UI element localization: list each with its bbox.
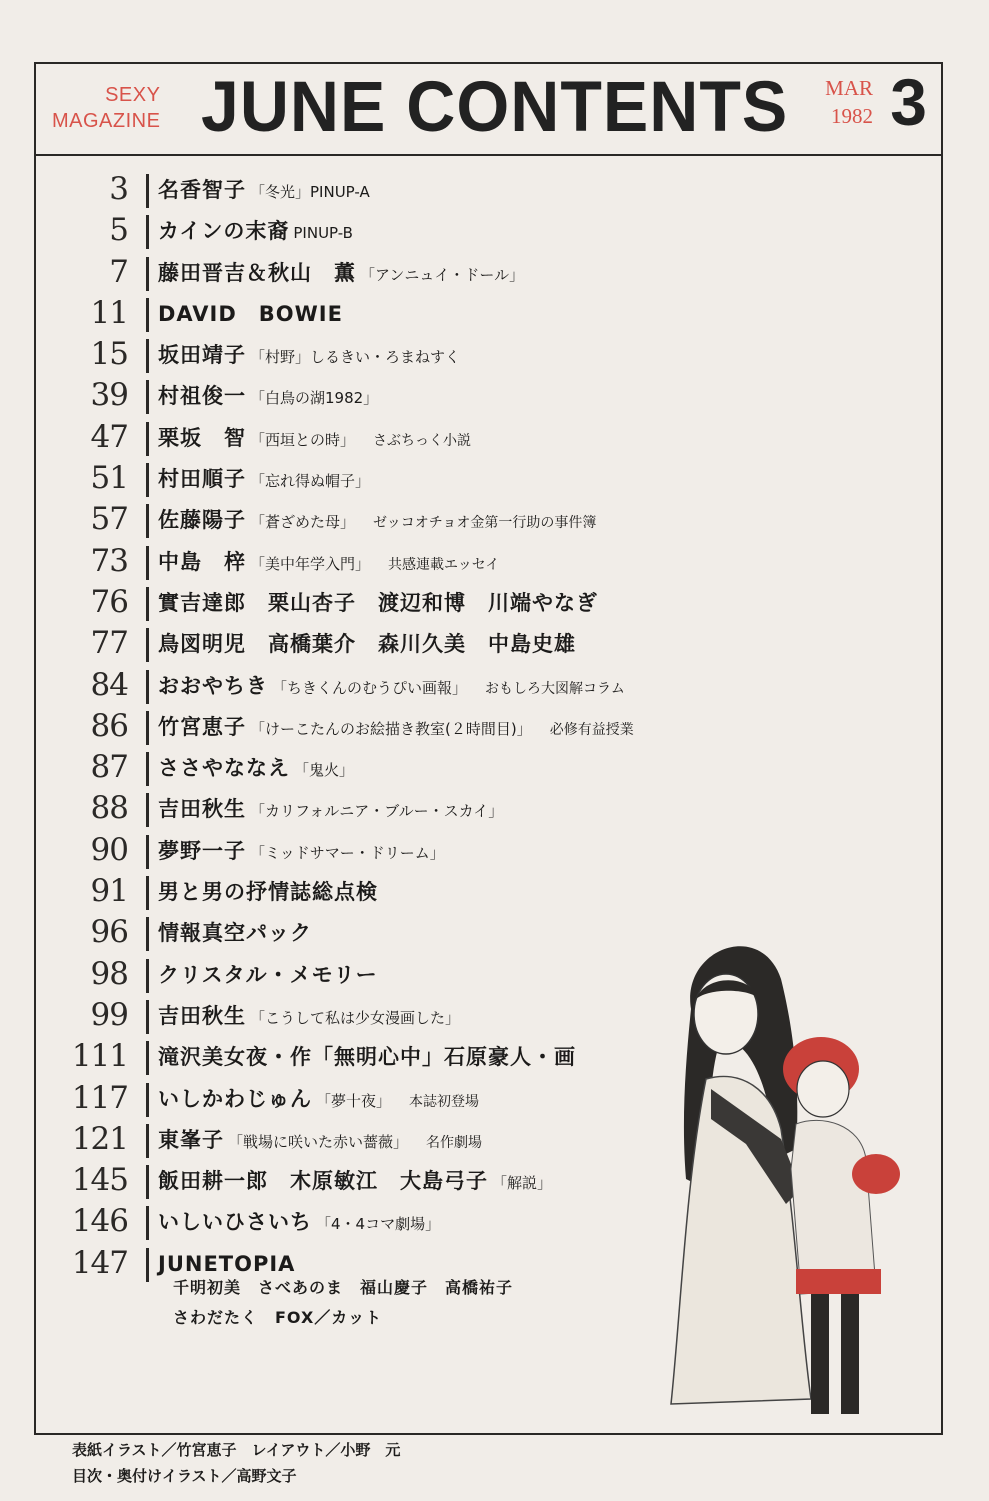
entry-name: おおやちき	[158, 673, 268, 698]
entry-title: 「冬光」PINUP-A	[250, 183, 370, 201]
entry-name: 中島 梓	[158, 549, 246, 574]
page-number: 90	[90, 831, 128, 868]
entry-text	[158, 1165, 570, 1200]
page-number: 51	[90, 460, 128, 497]
row-divider	[146, 546, 149, 580]
page-number: 39	[90, 377, 128, 414]
entry-text	[158, 298, 365, 333]
page-number: 77	[90, 625, 128, 662]
row-divider	[146, 587, 149, 621]
page-number: 57	[90, 501, 128, 538]
row-divider	[146, 1165, 149, 1199]
contents-row	[36, 459, 941, 500]
contents-row	[36, 624, 941, 665]
entry-name: クリスタル・メモリー	[158, 962, 378, 987]
row-divider	[146, 463, 149, 497]
page-number: 7	[109, 253, 128, 290]
entry-name: DAVID BOWIE	[158, 301, 343, 326]
entry-text	[158, 876, 400, 911]
row-divider	[146, 1248, 149, 1282]
entry-title: 「蒼ざめた母」	[250, 513, 356, 532]
entry-name: 佐藤陽子	[158, 508, 246, 533]
entry-title: 「解説」	[492, 1174, 553, 1193]
contents-row	[36, 418, 941, 459]
page-number: 73	[90, 542, 128, 579]
contents-row	[36, 666, 941, 707]
entry-text	[158, 835, 463, 870]
contents-row	[36, 253, 941, 294]
entry-note: 本誌初登場	[409, 1093, 480, 1110]
entry-text	[158, 1206, 458, 1241]
tagline-line2: MAGAZINE	[52, 110, 161, 132]
entry-text	[158, 380, 396, 415]
row-divider	[146, 711, 149, 745]
entry-text	[158, 422, 471, 457]
row-divider	[146, 628, 149, 662]
junetopia-contributors-2: さわだたく FOX／カット	[173, 1308, 383, 1327]
entry-name: 飯田耕一郎 木原敏江 大島弓子	[158, 1169, 488, 1194]
page-number: 5	[109, 212, 128, 249]
page-number: 91	[90, 873, 128, 910]
page-number: 86	[90, 707, 128, 744]
contents-row	[36, 542, 941, 583]
cover-credit: 表紙イラスト／竹宮恵子 レイアウト／小野 元	[72, 1441, 401, 1459]
entry-title: 「美中年学入門」	[250, 554, 371, 573]
row-divider	[146, 1206, 149, 1240]
entry-name: 鳥図明児 高橋葉介 森川久美 中島史雄	[158, 632, 576, 657]
entry-title: 「忘れ得ぬ帽子」	[250, 472, 371, 491]
entry-title: 「戦場に咲いた赤い薔薇」	[228, 1132, 409, 1151]
tagline-line1: SEXY	[105, 84, 161, 106]
row-divider	[146, 215, 149, 249]
entry-name: いしかわじゅん	[158, 1086, 312, 1111]
entry-title: 「西垣との時」	[250, 430, 356, 449]
page-number: 84	[90, 666, 128, 703]
row-divider	[146, 174, 149, 208]
row-divider	[146, 835, 149, 869]
entry-text	[158, 1083, 479, 1118]
entry-name: 村祖俊一	[158, 384, 246, 409]
tagline	[52, 82, 160, 134]
row-divider	[146, 298, 149, 332]
entry-title: 「カリフォルニア・ブルー・スカイ」	[250, 802, 504, 821]
entry-title: 「村野」しるきい・ろまねすく	[250, 348, 461, 367]
page-number: 3	[109, 171, 128, 207]
contents-row	[36, 335, 941, 376]
page-number: 147	[71, 1244, 128, 1281]
entry-text	[158, 959, 400, 994]
entry-text	[158, 917, 334, 952]
entry-name: 竹宮恵子	[158, 714, 246, 739]
entry-title: 「ちきくんのむうぴい画報」	[272, 678, 468, 697]
contents-row	[36, 294, 941, 335]
contents-row	[36, 789, 941, 830]
entry-text	[158, 546, 499, 581]
row-divider	[146, 380, 149, 414]
entry-title: 「アンニュイ・ドール」	[360, 265, 525, 284]
entry-name: JUNETOPIA	[158, 1251, 296, 1276]
row-divider	[146, 793, 149, 827]
issue-date	[825, 74, 873, 130]
entry-note: さぶちっく小説	[373, 432, 472, 449]
page-number: 121	[71, 1120, 128, 1157]
toc-credit: 目次・奥付けイラスト／高野文子	[72, 1467, 297, 1485]
row-divider	[146, 422, 149, 456]
row-divider	[146, 670, 149, 704]
row-divider	[146, 1041, 149, 1075]
entry-text	[158, 504, 596, 539]
contents-row	[36, 170, 941, 211]
row-divider	[146, 339, 149, 373]
contents-row	[36, 211, 941, 252]
entry-name: 夢野一子	[158, 838, 246, 863]
entry-text	[158, 174, 388, 209]
entry-text	[158, 1041, 598, 1076]
credits	[72, 1437, 400, 1489]
entry-title: 「4・4コマ劇場」	[316, 1215, 441, 1234]
entry-title: 「白鳥の湖1982」	[250, 389, 379, 408]
girls-illustration	[651, 929, 941, 1429]
page-number: 99	[90, 996, 128, 1033]
entry-text	[158, 670, 625, 705]
entry-name: 吉田秋生	[158, 797, 246, 822]
contents-row	[36, 376, 941, 417]
page-number: 111	[71, 1038, 128, 1075]
entry-name: 情報真空パック	[158, 921, 312, 946]
entry-title: 「夢十夜」	[316, 1091, 392, 1110]
row-divider	[146, 1083, 149, 1117]
entry-name: 坂田靖子	[158, 343, 246, 368]
entry-name: 栗坂 智	[158, 425, 246, 450]
page-number: 98	[90, 955, 128, 992]
masthead-title: JUNE CONTENTS	[201, 67, 789, 147]
entry-note: おもしろ大図解コラム	[485, 680, 625, 697]
entry-text	[158, 339, 478, 374]
page-number: 15	[90, 336, 128, 373]
page-number: 117	[71, 1079, 128, 1116]
contents-row	[36, 748, 941, 789]
page-number: 11	[90, 294, 128, 331]
page-number: 47	[90, 418, 128, 455]
entry-note: ゼッコオチョオ金第一行助の事件簿	[373, 515, 597, 532]
entry-name: 實吉達郎 栗山杏子 渡辺和博 川端やなぎ	[158, 590, 598, 615]
entry-text	[158, 1000, 478, 1035]
entry-text	[158, 628, 598, 663]
page-number: 146	[71, 1203, 128, 1240]
entry-name: カインの末裔	[158, 219, 290, 244]
row-divider	[146, 752, 149, 786]
entry-text	[158, 752, 372, 787]
entry-name: 男と男の抒情誌総点検	[158, 880, 378, 905]
entry-text	[158, 1124, 482, 1159]
entry-title: 「ミッドサマー・ドリーム」	[250, 843, 445, 862]
entry-note: 共感連載エッセイ	[388, 556, 500, 573]
entry-text	[158, 215, 371, 250]
issue-year: 1982	[831, 104, 873, 128]
masthead-header	[36, 64, 941, 156]
entry-name: 東峯子	[158, 1127, 224, 1152]
entry-name: 藤田晋吉＆秋山 薫	[158, 260, 356, 285]
entry-note: 必修有益授業	[549, 721, 634, 738]
page-number: 76	[90, 583, 128, 620]
contents-row	[36, 583, 941, 624]
entry-note: 名作劇場	[426, 1134, 483, 1151]
contents-row	[36, 707, 941, 748]
entry-title: PINUP-B	[293, 224, 353, 243]
row-divider	[146, 1124, 149, 1158]
entry-text	[158, 587, 620, 622]
row-divider	[146, 1000, 149, 1034]
entry-text	[158, 711, 634, 746]
page-number: 145	[71, 1162, 128, 1199]
row-divider	[146, 876, 149, 910]
entry-text	[158, 257, 542, 292]
page-number: 87	[90, 749, 128, 786]
row-divider	[146, 504, 149, 538]
row-divider	[146, 917, 149, 951]
contents-row	[36, 872, 941, 913]
entry-name: いしいひさいち	[158, 1210, 312, 1235]
contents-frame	[34, 62, 943, 1485]
entry-text	[158, 793, 521, 828]
contents-row	[36, 831, 941, 872]
entry-text	[158, 463, 388, 498]
page-number: 96	[90, 914, 128, 951]
entry-title: 「こうして私は少女漫画した」	[250, 1008, 461, 1027]
page-number: 88	[90, 790, 128, 827]
entry-title: 「けーこたんのお絵描き教室(２時間目)」	[250, 719, 532, 738]
issue-month: MAR	[825, 76, 873, 100]
contents-row	[36, 500, 941, 541]
entry-name: ささやななえ	[158, 756, 290, 781]
entry-name: 村田順子	[158, 467, 246, 492]
junetopia-contributors-1: 千明初美 さべあのま 福山慶子 高橋祐子	[173, 1278, 514, 1297]
entry-name: 吉田秋生	[158, 1003, 246, 1028]
issue-number: 3	[890, 65, 927, 139]
entry-name: 名香智子	[158, 178, 246, 202]
row-divider	[146, 257, 149, 291]
entry-name: 滝沢美女夜・作「無明心中」石原豪人・画	[158, 1045, 576, 1070]
entry-title: 「鬼火」	[294, 761, 355, 780]
row-divider	[146, 959, 149, 993]
